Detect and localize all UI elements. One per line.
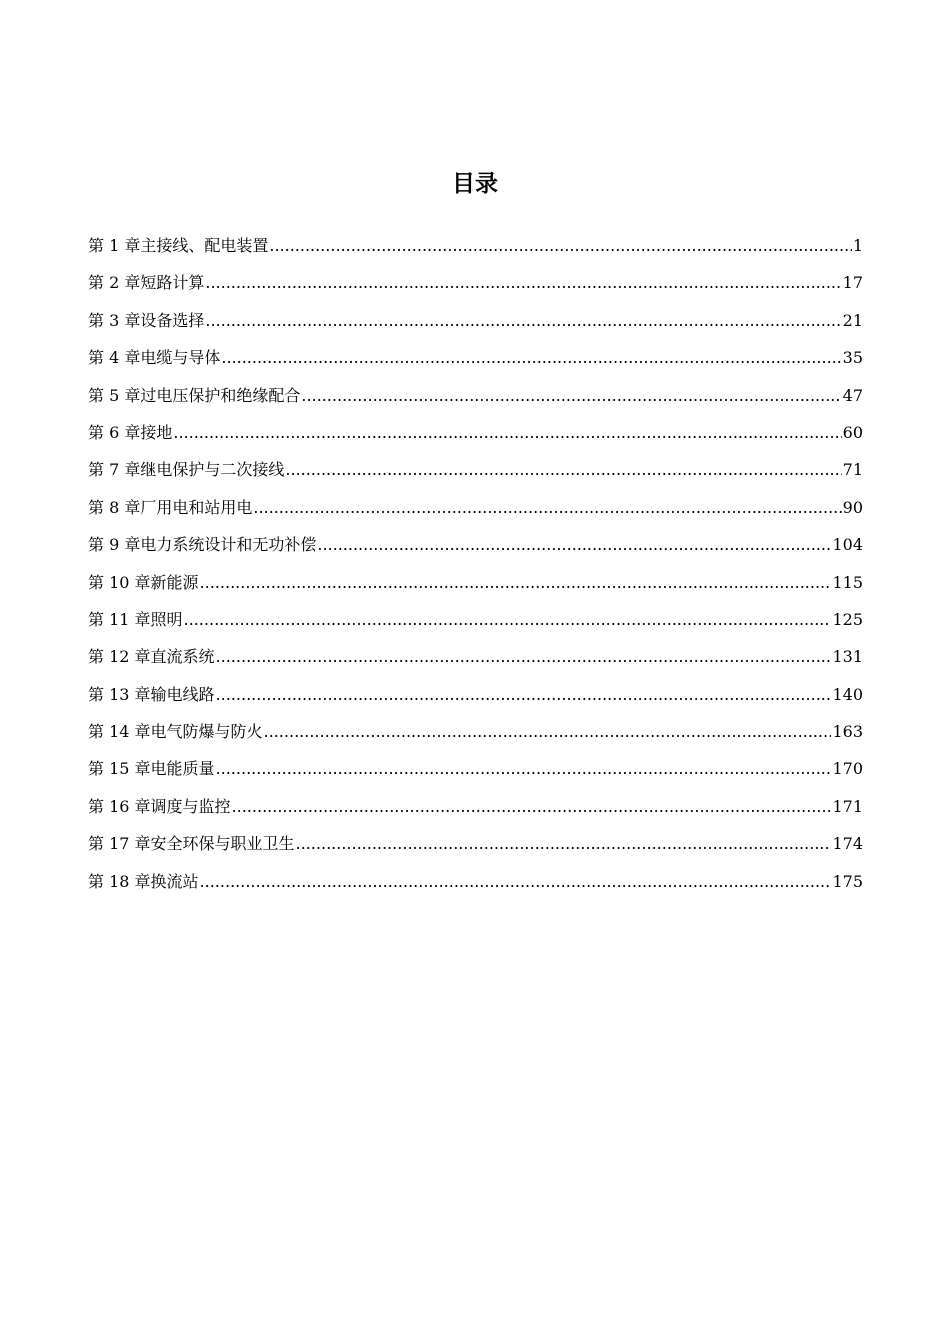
toc-entry-page: 35 bbox=[842, 348, 863, 368]
toc-entry-page: 140 bbox=[832, 684, 863, 704]
toc-entry-page: 17 bbox=[842, 273, 863, 293]
dot-leader bbox=[253, 496, 841, 520]
toc-entry-label: 第 6 章接地 bbox=[88, 422, 173, 442]
toc-entry-label: 第 7 章继电保护与二次接线 bbox=[88, 460, 285, 480]
toc-entry-page: 171 bbox=[832, 796, 863, 816]
page-title: 目录 bbox=[452, 171, 498, 197]
toc-entry-label: 第 4 章电缆与导体 bbox=[88, 348, 221, 368]
dot-leader bbox=[301, 384, 841, 408]
toc-entry[interactable] bbox=[88, 608, 863, 645]
toc-entry-page: 163 bbox=[832, 722, 863, 742]
toc-entry[interactable] bbox=[88, 571, 863, 608]
toc-entry-label: 第 10 章新能源 bbox=[88, 572, 199, 592]
toc-entry-page: 90 bbox=[842, 497, 863, 517]
dot-leader bbox=[216, 683, 832, 707]
toc-entry-page: 175 bbox=[832, 871, 863, 891]
toc-entry-page: 1 bbox=[852, 236, 863, 255]
toc-entry[interactable] bbox=[88, 720, 863, 757]
toc-entry[interactable] bbox=[88, 384, 863, 421]
dot-leader bbox=[200, 571, 832, 595]
dot-leader bbox=[269, 234, 851, 258]
dot-leader bbox=[232, 795, 832, 819]
toc-entry[interactable] bbox=[88, 421, 863, 458]
toc-entry-page: 131 bbox=[832, 647, 863, 667]
toc-entry-page: 71 bbox=[842, 460, 863, 480]
dot-leader bbox=[200, 870, 832, 894]
toc-entry[interactable] bbox=[88, 458, 863, 495]
dot-leader bbox=[317, 533, 831, 557]
toc-entry-page: 104 bbox=[832, 535, 863, 555]
toc-entry-label: 第 14 章电气防爆与防火 bbox=[88, 722, 263, 742]
toc-entry-label: 第 3 章设备选择 bbox=[88, 310, 205, 330]
toc-entry-page: 60 bbox=[842, 422, 863, 442]
toc-entry-label: 第 11 章照明 bbox=[88, 609, 183, 629]
toc-entry[interactable] bbox=[88, 870, 863, 907]
toc-entry-label: 第 9 章电力系统设计和无功补偿 bbox=[88, 535, 317, 555]
toc-entry-label: 第 16 章调度与监控 bbox=[88, 796, 231, 816]
toc-entry[interactable] bbox=[88, 832, 863, 869]
toc-entry-page: 174 bbox=[832, 834, 863, 854]
toc-entry-page: 21 bbox=[842, 310, 863, 330]
toc-entry-label: 第 1 章主接线、配电装置 bbox=[88, 236, 269, 255]
toc-entry-page: 125 bbox=[832, 609, 863, 629]
dot-leader bbox=[264, 720, 832, 744]
toc-entry-label: 第 15 章电能质量 bbox=[88, 759, 215, 779]
toc-entry[interactable] bbox=[88, 757, 863, 794]
toc-entry-label: 第 13 章输电线路 bbox=[88, 684, 215, 704]
toc-entry-label: 第 2 章短路计算 bbox=[88, 273, 205, 293]
toc-entry[interactable] bbox=[88, 645, 863, 682]
toc-entry-label: 第 5 章过电压保护和绝缘配合 bbox=[88, 385, 301, 405]
dot-leader bbox=[205, 309, 841, 333]
toc-entry[interactable] bbox=[88, 496, 863, 533]
toc-entry-page: 47 bbox=[842, 385, 863, 405]
toc-entry[interactable] bbox=[88, 683, 863, 720]
table-of-contents bbox=[88, 234, 863, 907]
toc-entry[interactable] bbox=[88, 346, 863, 383]
toc-entry[interactable] bbox=[88, 533, 863, 570]
toc-entry-label: 第 18 章换流站 bbox=[88, 871, 199, 891]
dot-leader bbox=[285, 458, 841, 482]
dot-leader bbox=[216, 645, 832, 669]
toc-entry-page: 115 bbox=[832, 572, 863, 592]
toc-entry-label: 第 17 章安全环保与职业卫生 bbox=[88, 834, 295, 854]
dot-leader bbox=[205, 271, 841, 295]
toc-entry[interactable] bbox=[88, 271, 863, 308]
dot-leader bbox=[296, 832, 832, 856]
dot-leader bbox=[216, 757, 832, 781]
toc-entry-page: 170 bbox=[832, 759, 863, 779]
toc-entry-label: 第 8 章厂用电和站用电 bbox=[88, 497, 253, 517]
toc-entry[interactable] bbox=[88, 795, 863, 832]
toc-entry[interactable] bbox=[88, 309, 863, 346]
dot-leader bbox=[221, 346, 841, 370]
toc-entry-label: 第 12 章直流系统 bbox=[88, 647, 215, 667]
toc-entry[interactable] bbox=[88, 234, 863, 271]
dot-leader bbox=[173, 421, 841, 445]
dot-leader bbox=[184, 608, 832, 632]
